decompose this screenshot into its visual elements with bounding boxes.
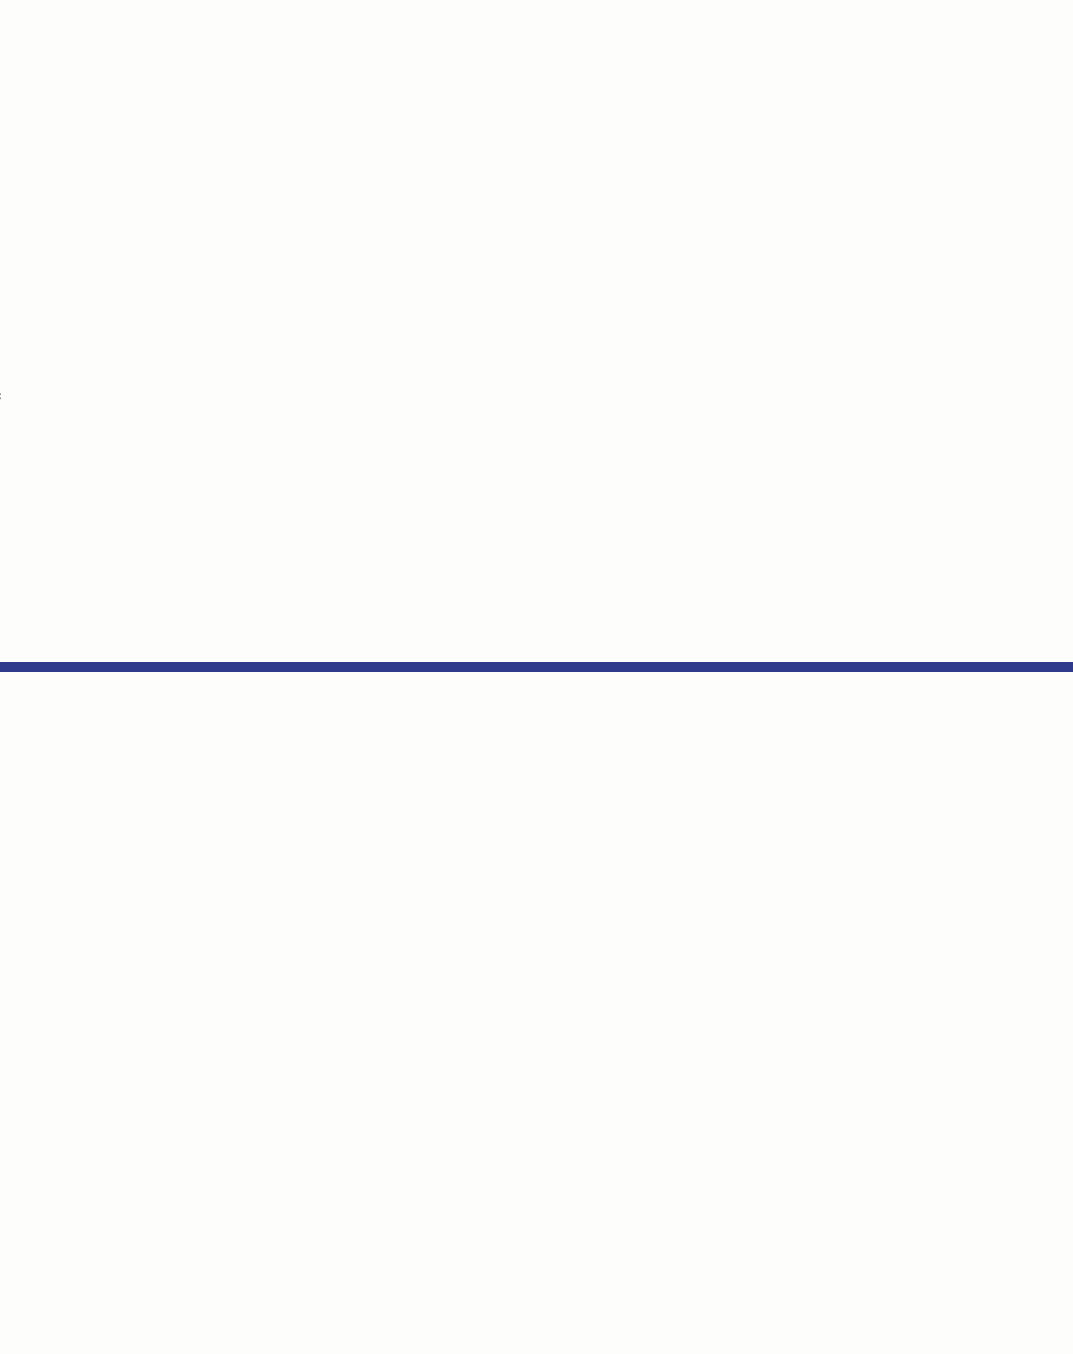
index-page-244 <box>0 0 1073 662</box>
index-page-245 <box>0 672 1073 1354</box>
page-divider <box>0 662 1073 672</box>
